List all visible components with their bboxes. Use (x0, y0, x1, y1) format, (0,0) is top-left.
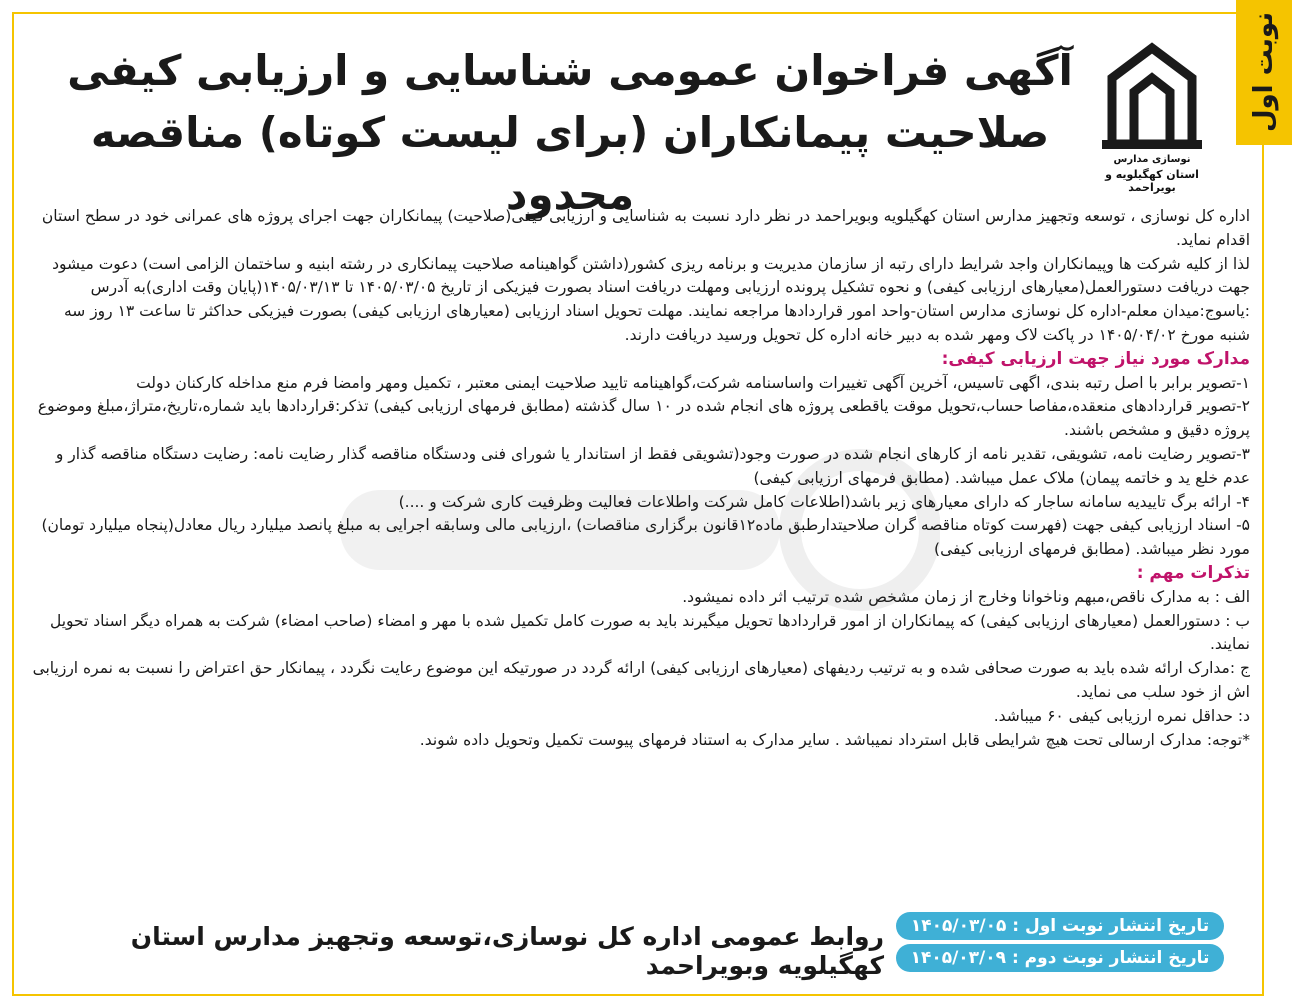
notes-heading: تذکرات مهم : (1136, 562, 1250, 583)
emblem-icon (1092, 36, 1212, 154)
first-publication-date: تاریخ انتشار نوبت اول : ۱۴۰۵/۰۳/۰۵ (896, 912, 1224, 940)
document-item: ۱-تصویر برابر با اصل رتبه بندی، اگهی تاسیس، آخرین آگهی تغییرات واساسنامه شرکت،گواهینامه تایید صلاحیت ایمنی معتبر ، تکمیل ومهر وامضا فرم منع مداخله کارکنان دولت (136, 373, 1250, 392)
edition-tab (1236, 0, 1292, 145)
invitation-paragraph: لذا از کلیه شرکت ها وپیمانکاران واجد شرایط دارای رتبه از سازمان مدیریت و برنامه ریزی کشور(داشتن گواهینامه صلاحیت پیمانکاری در رشته ابنیه و ساختمان الزامی است) دعوت میشود جهت دریافت دستورالعمل(معیارهای ارزیابی کیفی) و نحوه تشکیل پرونده ارزیابی ومهلت دریافت اسناد بصورت فیزیکی از تاریخ ۱۴۰۵/۰۳/۰۵ تا ۱۴۰۵/۰۳/۱۳(پایان وقت اداری)به آدرس :یاسوج:میدان معلم-اداره کل نوسازی مدارس استان-واحد امور قراردادها مراجعه نمایند. مهلت تحویل اسناد ارزیابی (معیارهای ارزیابی کیفی) بصورت فیزیکی حداکثر تا ساعت ۱۳ روز سه شنبه مورخ ۱۴۰۵/۰۴/۰۲ در پاکت لاک ومهر شده به دبیر خانه اداره کل تحویل ورسید دریافت دارند. (52, 254, 1250, 344)
document-item: ۳-تصویر رضایت نامه، تشویقی، تقدیر نامه از کارهای انجام شده در صورت وجود(تشویقی فقط از استاندار یا شورای فنی ودستگاه مناقصه گذار رضایت نامه: رضایت دستگاه مناقصه گذار و عدم خلع ید و خاتمه پیمان) ملاک عمل میباشد. (مطابق فرمهای ارزیابی کیفی) (55, 444, 1250, 487)
logo-caption-top: نوسازی مدارس (1113, 154, 1191, 165)
title-line-2: صلاحیت پیمانکاران (برای لیست کوتاه) مناقصه محدود (90, 108, 1050, 219)
document-item: ۴- ارائه برگ تاییدیه سامانه ساجار که دارای معیارهای زیر باشد(اطلاعات کامل شرکت واطلاعات فعالیت وظرفیت کاری شرکت و ....) (398, 492, 1250, 511)
note-item: د: حداقل نمره ارزیابی کیفی ۶۰ میباشد. (993, 706, 1250, 725)
public-relations-signature: روابط عمومی اداره کل نوسازی،توسعه وتجهیز مدارس استان کهگیلویه وبویراحمد (130, 922, 884, 980)
note-item: ج :مدارک ارائه شده باید به صورت صحافی شده و به ترتیب ردیفهای (معیارهای ارزیابی کیفی) ارائه گردد در صورتیکه این موضوع رعایت نگردد ، پیمانکار حق اعتراض را نسبت به نمره ارزیابی اش از خود سلب می نماید. (32, 659, 1250, 701)
document-item: ۵- اسناد ارزیابی کیفی جهت (فهرست کوتاه مناقصه گران صلاحیتدارطبق ماده۱۲قانون برگزاری مناقصات) ،ارزیابی مالی وسابقه اجرایی به مبلغ پانصد میلیارد ریال معادل(پنجاه میلیارد تومان) مورد نظر میباشد. (مطابق فرمهای ارزیابی کیفی) (41, 516, 1250, 559)
edition-label: نوبت اول (1249, 12, 1279, 133)
title-line-1: آگهی فراخوان عمومی شناسایی و ارزیابی کیفی (67, 46, 1073, 95)
ad-title (60, 40, 1080, 226)
documents-heading: مدارک مورد نیاز جهت ارزیابی کیفی: (941, 348, 1250, 369)
organization-logo (1092, 36, 1212, 194)
document-item: ۲-تصویر قراردادهای منعقده،مفاصا حساب،تحویل موقت یاقطعی پروژه های انجام شده در ۱۰ سال گذشته (مطابق فرمهای ارزیابی کیفی) تذکر:قراردادها باید شماره،تاریخ،متراژ،مبلغ وموضوع پروژه دقیق و مشخص باشند. (37, 397, 1250, 440)
logo-caption-province: استان کهگیلویه و بویراحمد (1105, 168, 1199, 194)
note-item: *توجه: مدارک ارسالی تحت هیچ شرایطی قابل استرداد نمیباشد . سایر مدارک به استناد فرمهای پیوست تکمیل وتحویل داده شوند. (419, 730, 1250, 749)
intro-paragraph: اداره کل نوسازی ، توسعه وتجهیز مدارس استان کهگیلویه وبویراحمد در نظر دارد نسبت به شناسایی و ارزیابی کیفی(صلاحیت) پیمانکاران جهت اجرای پروژه های عمرانی خود در سطح استان اقدام نماید. (41, 207, 1250, 249)
ad-body (30, 205, 1250, 752)
second-publication-date: تاریخ انتشار نوبت دوم : ۱۴۰۵/۰۳/۰۹ (896, 944, 1224, 972)
note-item: ب : دستورالعمل (معیارهای ارزیابی کیفی) که پیمانکاران از امور قراردادها تحویل میگیرند باید به صورت کامل تکمیل شده با مهر و امضاء (صاحب امضاء) شرکت به همراه دیگر اسناد تحویل نمایند. (49, 611, 1250, 654)
note-item: الف : به مدارک ناقص،مبهم وناخوانا وخارج از زمان مشخص شده ترتیب اثر داده نمیشود. (682, 587, 1250, 606)
